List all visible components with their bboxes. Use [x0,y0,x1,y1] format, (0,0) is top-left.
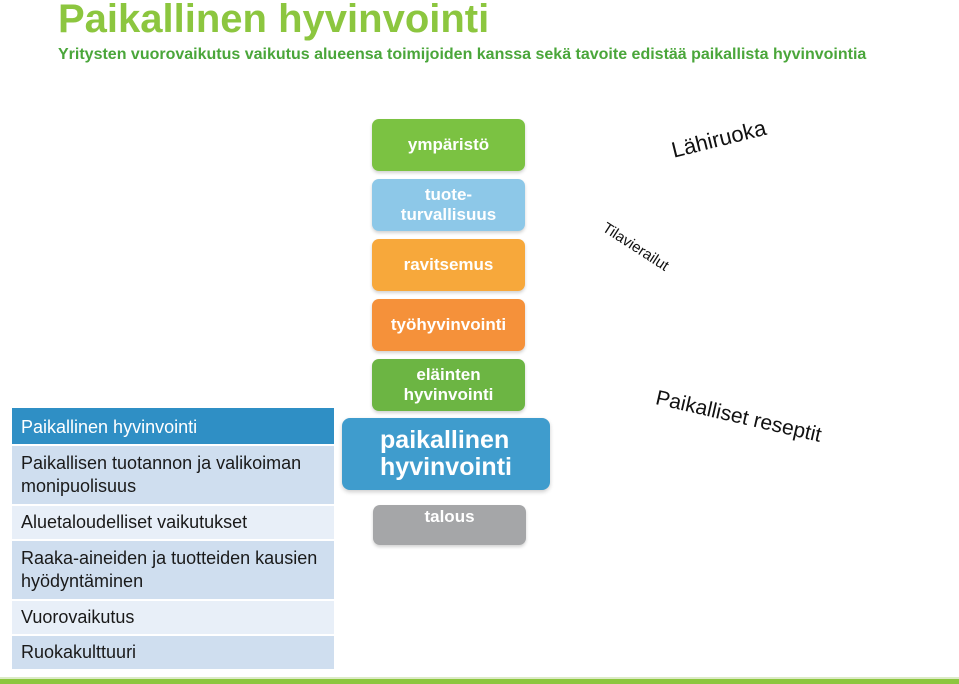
label-tilavierailut: Tilavierailut [599,219,672,275]
block-talous [373,505,526,545]
table-row-label: Aluetaloudelliset vaikutukset [21,512,248,532]
block-paikallinen-hyvinvointi [342,418,550,490]
page-title: Paikallinen hyvinvointi [58,0,490,41]
label-lahiruoka: Lähiruoka [668,115,769,163]
bottom-divider [0,677,959,684]
block-tyohyvinvointi [372,299,525,351]
block-elainten-hyvinvointi [372,359,525,411]
table-row [12,599,334,634]
table-row-label: Vuorovaikutus [21,607,135,627]
table-row [12,634,334,669]
table-row-label: Raaka-aineiden ja tuotteiden kausien hyödyntäminen [21,548,318,591]
block-label-line: eläinten [416,365,481,384]
block-label [401,185,496,225]
block-label: talous [424,507,475,526]
block-label [404,365,494,405]
block-label: työhyvinvointi [390,315,507,334]
page-subtitle: Yritysten vuorovaikutus vaikutus alueensa toimijoiden kanssa sekä tavoite edistää paikallista hyvinvointia [58,46,867,63]
topic-table [12,408,334,669]
block-ymparisto [372,119,525,171]
block-ravitsemus [372,239,525,291]
block-label-line: turvallisuus [400,205,497,224]
block-label: ravitsemus [403,255,494,274]
table-row [12,504,334,539]
table-row-label: Ruokakulttuuri [21,642,137,662]
table-row [12,539,334,599]
main-block-label [380,427,512,481]
block-label: ympäristö [407,135,490,154]
label-paikalliset-reseptit: Paikalliset reseptit [653,386,824,447]
block-label-line: paikallinen [380,426,510,454]
table-row-label: Paikallisen tuotannon ja valikoiman monipuolisuus [21,453,302,496]
table-row [12,444,334,504]
block-label-line: tuote- [424,185,473,204]
block-label-line: hyvinvointi [403,385,494,404]
table-header: Paikallinen hyvinvointi [12,408,334,444]
block-tuoteturvallisuus [372,179,525,231]
block-label-line: hyvinvointi [380,453,512,481]
